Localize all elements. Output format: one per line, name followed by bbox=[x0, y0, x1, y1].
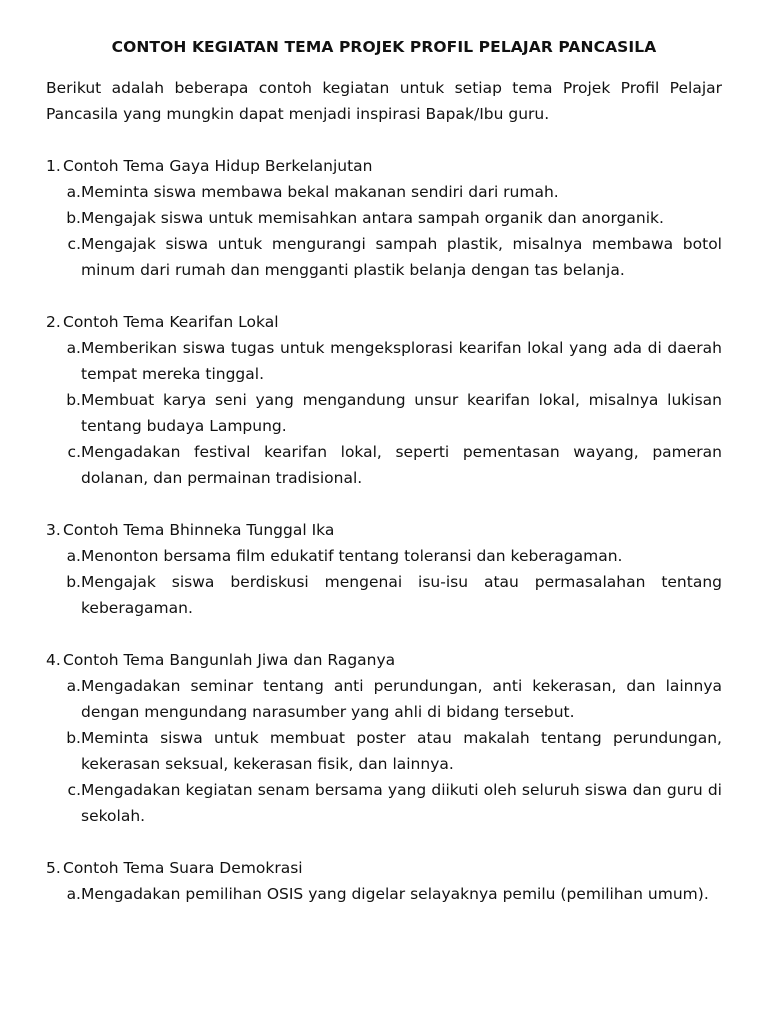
item-list bbox=[46, 673, 722, 829]
item-letter: a. bbox=[66, 547, 81, 565]
list-item bbox=[46, 231, 722, 283]
item-list bbox=[46, 543, 722, 621]
section-number: 5. bbox=[46, 859, 61, 877]
item-text: Mengadakan festival kearifan lokal, seperti pementasan wayang, pameran dolanan, dan permainan tradisional. bbox=[81, 443, 722, 487]
item-text: Mengajak siswa berdiskusi mengenai isu-isu atau permasalahan tentang keberagaman. bbox=[81, 573, 722, 617]
sections-container bbox=[46, 153, 722, 907]
list-item bbox=[46, 881, 722, 907]
item-list bbox=[46, 179, 722, 283]
list-item bbox=[46, 335, 722, 387]
item-letter: b. bbox=[66, 573, 81, 591]
section-heading bbox=[46, 647, 722, 673]
item-letter: b. bbox=[66, 729, 81, 747]
document-title: CONTOH KEGIATAN TEMA PROJEK PROFIL PELAJAR PANCASILA bbox=[111, 38, 657, 56]
section-1 bbox=[46, 153, 722, 283]
item-text: Mengadakan kegiatan senam bersama yang diikuti oleh seluruh siswa dan guru di sekolah. bbox=[81, 781, 722, 825]
intro-paragraph: Berikut adalah beberapa contoh kegiatan untuk setiap tema Projek Profil Pelajar Pancasila yang mungkin dapat menjadi inspirasi Bapak/Ibu guru. bbox=[46, 79, 722, 123]
item-list bbox=[46, 335, 722, 491]
item-text: Memberikan siswa tugas untuk mengeksplorasi kearifan lokal yang ada di daerah tempat mereka tinggal. bbox=[81, 339, 722, 383]
section-title: Contoh Tema Kearifan Lokal bbox=[63, 313, 279, 331]
section-title: Contoh Tema Suara Demokrasi bbox=[63, 859, 303, 877]
item-letter: a. bbox=[66, 677, 81, 695]
item-text: Mengajak siswa untuk mengurangi sampah plastik, misalnya membawa botol minum dari rumah dan mengganti plastik belanja dengan tas belanja. bbox=[81, 235, 722, 279]
section-heading bbox=[46, 153, 722, 179]
section-title: Contoh Tema Bangunlah Jiwa dan Raganya bbox=[63, 651, 396, 669]
section-5 bbox=[46, 855, 722, 907]
list-item bbox=[46, 569, 722, 621]
list-item bbox=[46, 777, 722, 829]
item-text: Menonton bersama film edukatif tentang toleransi dan keberagaman. bbox=[81, 547, 623, 565]
section-number: 3. bbox=[46, 521, 61, 539]
list-item bbox=[46, 387, 722, 439]
item-letter: b. bbox=[66, 391, 81, 409]
item-text: Membuat karya seni yang mengandung unsur kearifan lokal, misalnya lukisan tentang budaya Lampung. bbox=[81, 391, 722, 435]
list-item bbox=[46, 179, 722, 205]
item-letter: a. bbox=[66, 885, 81, 903]
item-letter: c. bbox=[67, 781, 81, 799]
item-text: Meminta siswa membawa bekal makanan sendiri dari rumah. bbox=[81, 183, 559, 201]
section-number: 1. bbox=[46, 157, 61, 175]
list-item bbox=[46, 725, 722, 777]
list-item bbox=[46, 439, 722, 491]
section-heading bbox=[46, 517, 722, 543]
section-heading bbox=[46, 855, 722, 881]
document-page bbox=[46, 36, 722, 907]
section-heading bbox=[46, 309, 722, 335]
item-list bbox=[46, 881, 722, 907]
section-number: 4. bbox=[46, 651, 61, 669]
item-text: Meminta siswa untuk membuat poster atau makalah tentang perundungan, kekerasan seksual, kekerasan fisik, dan lainnya. bbox=[81, 729, 722, 773]
item-letter: c. bbox=[67, 235, 81, 253]
section-title: Contoh Tema Gaya Hidup Berkelanjutan bbox=[63, 157, 373, 175]
item-letter: a. bbox=[66, 339, 81, 357]
section-title: Contoh Tema Bhinneka Tunggal Ika bbox=[63, 521, 335, 539]
section-2 bbox=[46, 309, 722, 491]
item-letter: a. bbox=[66, 183, 81, 201]
section-3 bbox=[46, 517, 722, 621]
section-number: 2. bbox=[46, 313, 61, 331]
item-letter: c. bbox=[67, 443, 81, 461]
section-4 bbox=[46, 647, 722, 829]
list-item bbox=[46, 205, 722, 231]
list-item bbox=[46, 673, 722, 725]
item-text: Mengadakan seminar tentang anti perundungan, anti kekerasan, dan lainnya dengan mengundang narasumber yang ahli di bidang tersebut. bbox=[81, 677, 722, 721]
item-text: Mengajak siswa untuk memisahkan antara sampah organik dan anorganik. bbox=[81, 209, 664, 227]
item-text: Mengadakan pemilihan OSIS yang digelar selayaknya pemilu (pemilihan umum). bbox=[81, 885, 709, 903]
item-letter: b. bbox=[66, 209, 81, 227]
list-item bbox=[46, 543, 722, 569]
